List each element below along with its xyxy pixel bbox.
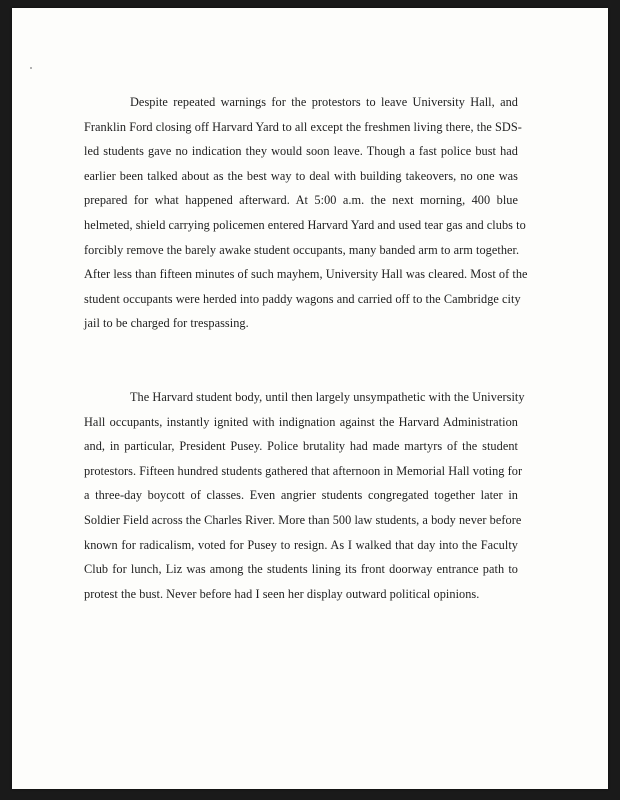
- scan-speck: [30, 67, 32, 69]
- text-line: protestors. Fifteen hundred students gathered that afternoon in Memorial Hall voting for: [84, 463, 523, 478]
- text-line: student occupants were herded into paddy wagons and carried off to the Cambridge city: [84, 291, 521, 306]
- text-line: prepared for what happened afterward. At 5:00 a.m. the next morning, 400 blue: [84, 193, 518, 208]
- paragraph-1: [84, 90, 528, 336]
- text-line: Soldier Field across the Charles River. More than 500 law students, a body never before: [84, 512, 522, 527]
- text-line: led students gave no indication they would soon leave. Though a fast police bust had: [84, 144, 518, 159]
- text-line: and, in particular, President Pusey. Police brutality had made martyrs of the student: [84, 439, 518, 454]
- text-line: helmeted, shield carrying policemen entered Harvard Yard and used tear gas and clubs to: [84, 217, 526, 232]
- text-line: Despite repeated warnings for the protestors to leave University Hall, and: [130, 95, 518, 109]
- text-line: a three-day boycott of classes. Even angrier students congregated together later in: [84, 488, 518, 503]
- text-line: Club for lunch, Liz was among the students lining its front doorway entrance path to: [84, 562, 518, 577]
- text-line: The Harvard student body, until then largely unsympathetic with the University: [130, 390, 525, 404]
- text-line: Franklin Ford closing off Harvard Yard to all except the freshmen living there, the SDS-: [84, 119, 522, 134]
- text-line: earlier been talked about as the best way to deal with building takeovers, no one was: [84, 168, 518, 183]
- paragraph-2: [84, 385, 525, 606]
- text-line: After less than fifteen minutes of such mayhem, University Hall was cleared. Most of the: [84, 267, 528, 282]
- text-line: forcibly remove the barely awake student occupants, many banded arm to arm together.: [84, 242, 520, 257]
- text-line: known for radicalism, voted for Pusey to resign. As I walked that day into the Faculty: [84, 537, 518, 552]
- text-line: jail to be charged for trespassing.: [84, 316, 249, 331]
- text-line: Hall occupants, instantly ignited with indignation against the Harvard Administration: [84, 414, 518, 429]
- text-line: protest the bust. Never before had I seen her display outward political opinions.: [84, 586, 480, 601]
